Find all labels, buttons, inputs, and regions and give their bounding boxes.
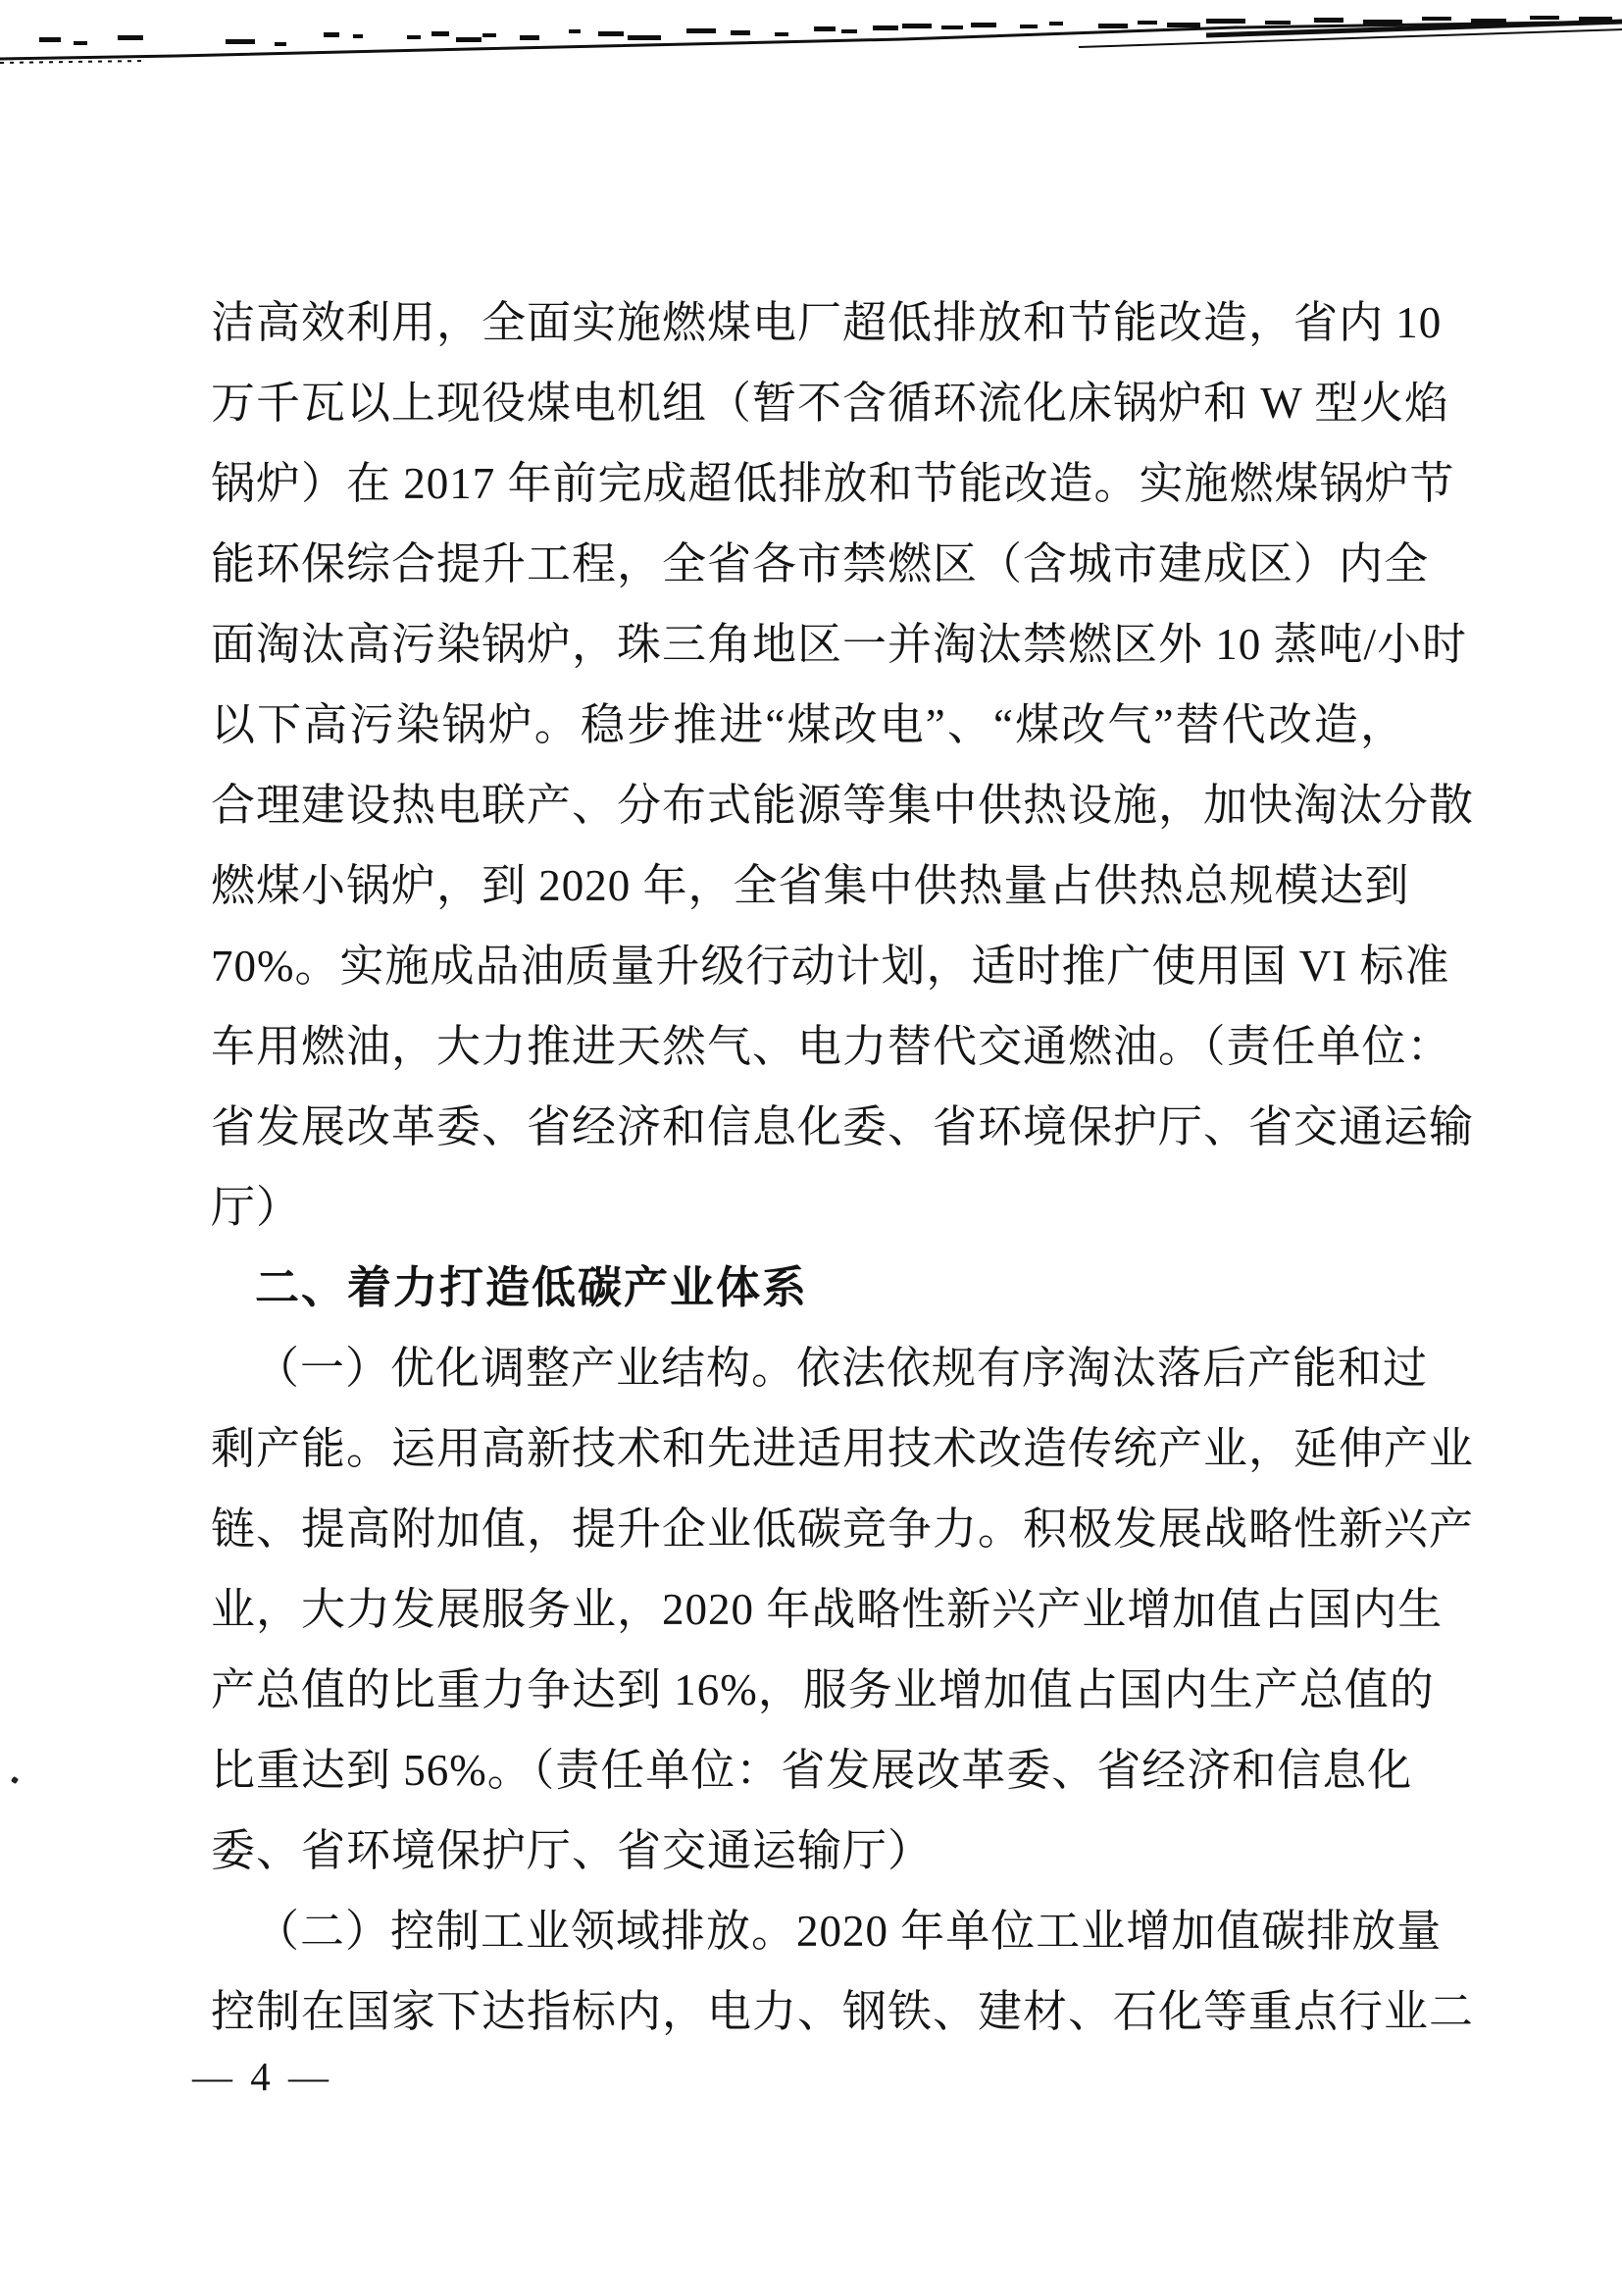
- text-line: 控制在国家下达指标内，电力、钢铁、建材、石化等重点行业二: [211, 1987, 1475, 2036]
- text-line: 锅炉）在 2017 年前完成超低排放和节能改造。实施燃煤锅炉节: [211, 459, 1455, 508]
- document-body: [211, 282, 1475, 2052]
- text-line: （二）控制工业领域排放。2020 年单位工业增加值碳排放量: [255, 1907, 1443, 1956]
- text-line: （一）优化调整产业结构。依法依规有序淘汰落后产能和过: [255, 1344, 1429, 1393]
- text-line: 链、提高附加值，提升企业低碳竞争力。积极发展战略性新兴产: [211, 1505, 1475, 1554]
- text-line: 70%。实施成品油质量升级行动计划，适时推广使用国 VI 标准: [211, 942, 1450, 991]
- text-line: 万千瓦以上现役煤电机组（暂不含循环流化床锅炉和 W 型火焰: [211, 379, 1450, 428]
- text-line: 省发展改革委、省经济和信息化委、省环境保护厅、省交通运输: [211, 1102, 1475, 1151]
- text-line: 燃煤小锅炉，到 2020 年，全省集中供热量占供热总规模达到: [211, 861, 1410, 910]
- text-line: 能环保综合提升工程，全省各市禁燃区（含城市建成区）内全: [211, 539, 1430, 588]
- text-line: 厅）: [211, 1183, 302, 1232]
- text-line: 产总值的比重力争达到 16%，服务业增加值占国内生产总值的: [211, 1665, 1435, 1714]
- text-line: 合理建设热电联产、分布式能源等集中供热设施，加快淘汰分散: [211, 781, 1475, 830]
- scan-artifact-top-edge: [0, 0, 1622, 88]
- text-line: 车用燃油，大力推进天然气、电力替代交通燃油。（责任单位：: [211, 1022, 1452, 1071]
- text-line: 以下高污染锅炉。稳步推进“煤改电”、“煤改气”替代改造，: [211, 700, 1405, 749]
- text-line: 剩产能。运用高新技术和先进适用技术改造传统产业，延伸产业: [211, 1424, 1475, 1473]
- text-line: 比重达到 56%。（责任单位：省发展改革委、省经济和信息化: [211, 1746, 1413, 1795]
- section-heading: 二、着力打造低碳产业体系: [255, 1262, 809, 1312]
- page-number: — 4 —: [192, 2054, 332, 2099]
- text-line: 洁高效利用，全面实施燃煤电厂超低排放和节能改造，省内 10: [211, 298, 1443, 347]
- text-line: 委、省环境保护厅、省交通运输厅）: [211, 1826, 934, 1875]
- scan-speck: [11, 1776, 19, 1784]
- text-line: 面淘汰高污染锅炉，珠三角地区一并淘汰禁燃区外 10 蒸吨/小时: [211, 620, 1468, 669]
- text-line: 业，大力发展服务业，2020 年战略性新兴产业增加值占国内生: [211, 1585, 1444, 1634]
